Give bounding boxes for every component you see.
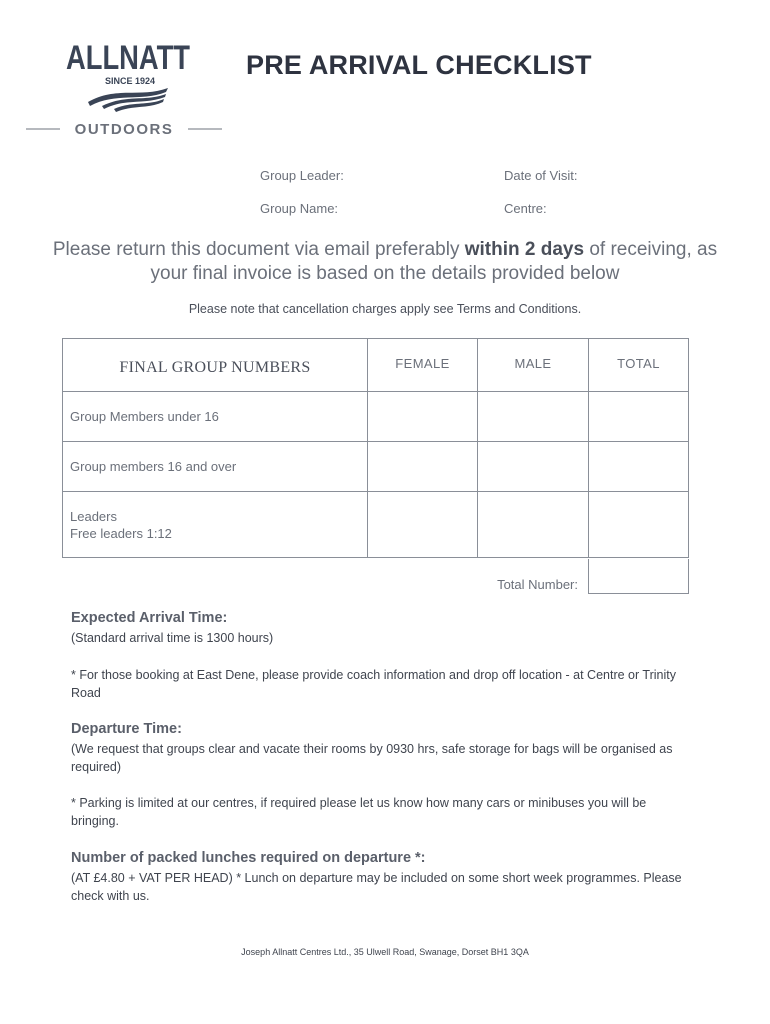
row-label-under-16: Group Members under 16: [63, 392, 368, 442]
arrival-heading: Expected Arrival Time:: [71, 610, 228, 626]
departure-heading: Departure Time:: [71, 721, 182, 737]
intro-text-bold: within 2 days: [464, 239, 585, 260]
group-numbers-table: [62, 338, 689, 558]
cell-16over-total[interactable]: [589, 442, 689, 492]
cell-leaders-total[interactable]: [589, 492, 689, 558]
intro-text-after: of receiving, as your final invoice is based on the details provided below: [150, 239, 718, 284]
intro-paragraph: [40, 238, 730, 286]
header-male: MALE: [478, 339, 589, 392]
row-label-16-and-over: Group members 16 and over: [63, 442, 368, 492]
lunches-heading: Number of packed lunches required on departure *:: [71, 850, 426, 866]
logo-brand-text: ALLNATT: [66, 39, 191, 77]
departure-vacate-note: (We request that groups clear and vacate their rooms by 0930 hrs, safe storage for bags will be organised as required): [71, 742, 673, 774]
arrival-east-dene-note: * For those booking at East Dene, please provide coach information and drop off location - at Centre or Trinity Road: [71, 668, 676, 700]
total-number-label: Total Number:: [497, 577, 578, 592]
table-row: [63, 492, 689, 558]
footer-address: Joseph Allnatt Centres Ltd., 35 Ulwell Road, Swanage, Dorset BH1 3QA: [241, 947, 529, 957]
group-name-label: Group Name:: [260, 201, 339, 216]
logo-since-text: SINCE 1924: [104, 76, 156, 86]
page-title: PRE ARRIVAL CHECKLIST: [246, 50, 592, 80]
free-leaders-label: Free leaders 1:12: [70, 525, 172, 541]
cancellation-note: Please note that cancellation charges apply see Terms and Conditions.: [188, 302, 582, 316]
company-logo: [26, 36, 222, 140]
leaders-label: Leaders: [70, 508, 117, 524]
table-row: [63, 442, 689, 492]
departure-parking-note: * Parking is limited at our centres, if required please let us know how many cars or minibuses you will be bringing.: [71, 796, 647, 828]
cell-leaders-male[interactable]: [478, 492, 589, 558]
cell-leaders-female[interactable]: [368, 492, 478, 558]
cell-16over-female[interactable]: [368, 442, 478, 492]
logo-tagline-text: OUTDOORS: [74, 121, 174, 138]
centre-label: Centre:: [504, 201, 547, 216]
group-leader-label: Group Leader:: [260, 168, 344, 183]
logo-wave-icon: [88, 88, 168, 112]
header-total: TOTAL: [589, 339, 689, 392]
intro-text-before: Please return this document via email preferably: [52, 239, 465, 260]
cell-under16-total[interactable]: [589, 392, 689, 442]
table-row: [63, 392, 689, 442]
date-of-visit-label: Date of Visit:: [504, 168, 578, 183]
cell-under16-female[interactable]: [368, 392, 478, 442]
cell-16over-male[interactable]: [478, 442, 589, 492]
total-number-box[interactable]: [588, 559, 689, 594]
header-female: FEMALE: [368, 339, 478, 392]
header-final-group-numbers: FINAL GROUP NUMBERS: [63, 339, 368, 392]
cell-under16-male[interactable]: [478, 392, 589, 442]
lunches-price-note: (AT £4.80 + VAT PER HEAD) * Lunch on departure may be included on some short week programmes. Please check with us.: [71, 871, 682, 903]
arrival-standard-time: (Standard arrival time is 1300 hours): [71, 631, 274, 645]
row-label-leaders: [63, 492, 368, 558]
